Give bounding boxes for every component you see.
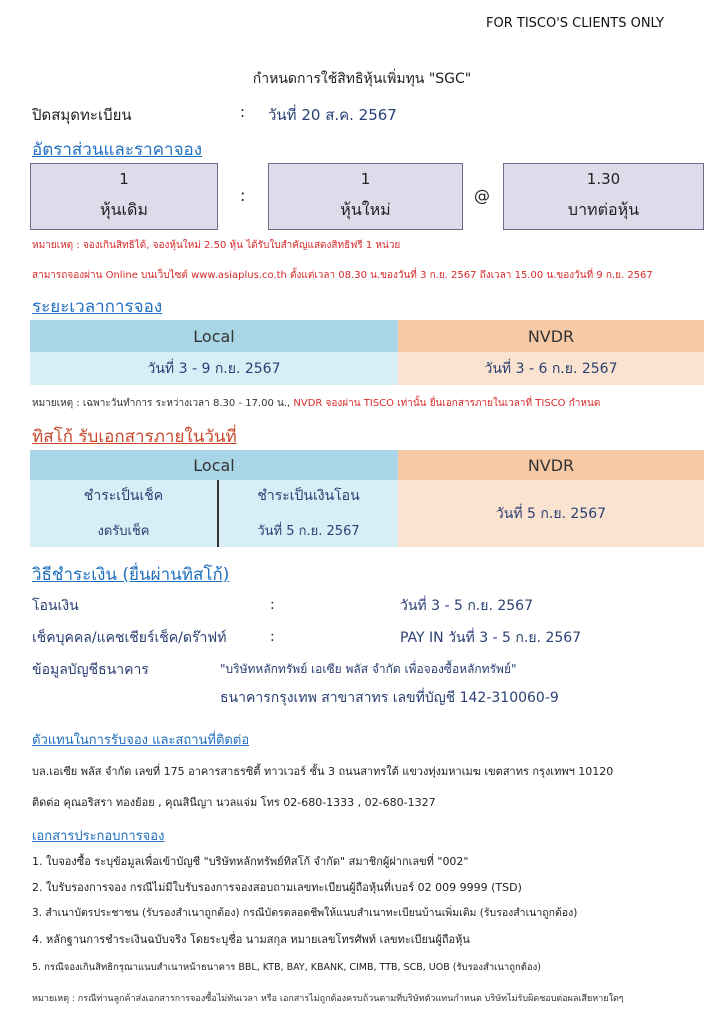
period-note-red: NVDR จองผ่าน TISCO เท่านั้น ยื่นเอกสารภายในเวลาที่ TISCO กำหนด [293,398,601,409]
ratio-separator-colon: : [240,186,246,205]
period-local-header: Local [30,320,398,352]
payment-cheque-label: เช็คบุคคล/แคชเชียร์เช็ค/ดร๊าฟท์ [32,630,227,646]
price-box [503,163,704,230]
period-note [32,396,600,411]
new-share-num: 1 [360,170,371,188]
price-label: บาทต่อหุ้น [567,200,640,219]
period-nvdr-header: NVDR [398,320,704,352]
docs-list-item: 2. ใบรับรองการจอง กรณีไม่มีใบรับรองการจองสอบถามเลขทะเบียนผู้ถือหุ้นที่เบอร์ 02 009 9999 (TSD) [32,881,522,894]
new-share-label: หุ้นใหม่ [340,200,391,219]
page-title: กำหนดการใช้สิทธิหุ้นเพิ่มทุน "SGC" [252,71,472,87]
cheque-value: งดรับเช็ค [97,523,150,539]
docs-nvdr-header: NVDR [398,450,704,480]
bank-account-number: ธนาคารกรุงเทพ สาขาสาทร เลขที่บัญชี 142-310060-9 [220,690,559,706]
docs-list-heading: เอกสารประกอบการจอง [32,829,165,844]
payment-heading: วิธีชำระเงิน (ยื่นผ่านทิสโก้) [32,565,230,585]
period-note-text: หมายเหตุ : เฉพาะวันทำการ ระหว่างเวลา 8.30 - 17.00 น., [32,398,294,409]
docs-list-item: 1. ใบจองซื้อ ระบุข้อมูลเพื่อเข้าบัญชี "บริษัทหลักทรัพย์ทิสโก้ จำกัด" สมาชิกผู้ฝากเลขที่ "002" [32,855,469,868]
payment-transfer-colon: : [270,597,275,613]
payment-transfer-value: วันที่ 3 - 5 ก.ย. 2567 [400,598,533,614]
book-close-label: ปิดสมุดทะเบียน [32,106,132,124]
docs-nvdr-value: วันที่ 5 ก.ย. 2567 [398,480,704,547]
period-heading: ระยะเวลาการจอง [32,297,163,317]
old-share-label: หุ้นเดิม [100,200,148,219]
old-share-box [30,163,218,230]
payment-cheque-colon: : [270,629,275,645]
docs-list-item: 4. หลักฐานการชำระเงินฉบับจริง โดยระบุชื่อ นามสกุล หมายเลขโทรศัพท์ เลขทะเบียนผู้ถือหุ้น [32,933,470,946]
ratio-separator-at: @ [474,186,490,205]
agent-heading: ตัวแทนในการรับจอง และสถานที่ติดต่อ [32,733,250,748]
transfer-value: วันที่ 5 ก.ย. 2567 [257,523,360,539]
price-num: 1.30 [586,170,621,188]
payment-cheque-value: PAY IN วันที่ 3 - 5 ก.ย. 2567 [400,630,582,646]
docs-local-header: Local [30,450,398,480]
old-share-num: 1 [119,170,129,188]
book-close-value: วันที่ 20 ส.ค. 2567 [268,106,397,124]
payment-transfer-label: โอนเงิน [32,598,79,614]
ratio-heading: อัตราส่วนและราคาจอง [32,140,203,160]
docs-list-item: 3. สำเนาบัตรประชาชน (รับรองสำเนาถูกต้อง) กรณีบัตรตลอดชีพให้แนบสำเนาทะเบียนบ้านเพิ่มเติม (รับรองสำเนาถูกต้อง) [32,907,578,919]
period-nvdr-value: วันที่ 3 - 6 ก.ย. 2567 [398,352,704,385]
agent-address: บล.เอเซีย พลัส จำกัด เลขที่ 175 อาคารสาธรซิตี้ ทาวเวอร์ ชั้น 3 ถนนสาทรใต้ แขวงทุ่งมหาเมฆ เขตสาทร กรุงเทพฯ 10120 [32,765,614,778]
docs-list-item: 5. กรณีจองเกินสิทธิกรุณาแนบสำเนาหน้าธนาคาร BBL, KTB, BAY, KBANK, CIMB, TTB, SCB, UOB (รับรองสำเนาถูกต้อง) [32,962,541,973]
cheque-label: ชำระเป็นเช็ค [83,488,164,504]
online-note: สามารถจองผ่าน Online บนเว็บไซต์ www.asiaplus.co.th ตั้งแต่เวลา 08.30 น.ของวันที่ 3 ก.ย. 2567 ถึงเวลา 15.00 น.ของวันที่ 9 ก.ย. 2567 [32,270,653,281]
bank-info-label: ข้อมูลบัญชีธนาคาร [32,662,149,678]
new-share-box [268,163,463,230]
agent-contact: ติดต่อ คุณอริสรา ทองย้อย , คุณสินีญา นวลแจ่ม โทร 02-680-1333 , 02-680-1327 [32,796,436,809]
book-close-colon: : [240,103,246,121]
ratio-note: หมายเหตุ : จองเกินสิทธิได้, จองหุ้นใหม่ 2.50 หุ้น ได้รับใบสำคัญแสดงสิทธิฟรี 1 หน่วย [32,240,401,251]
period-local-value: วันที่ 3 - 9 ก.ย. 2567 [30,352,398,385]
clients-only-label: FOR TISCO'S CLIENTS ONLY [486,16,665,31]
docs-heading: ทิสโก้ รับเอกสารภายในวันที่ [32,427,237,447]
bank-account-name: "บริษัทหลักทรัพย์ เอเซีย พลัส จำกัด เพื่อจองซื้อหลักทรัพย์" [220,662,517,676]
final-note: หมายเหตุ : กรณีท่านลูกค้าส่งเอกสารการจองซื้อไม่ทันเวลา หรือ เอกสารไม่ถูกต้องครบถ้วนตามที่บริษัทตัวแทนกำหนด บริษัทไม่รับผิดชอบต่อผลเสียหายใดๆ [32,994,624,1004]
transfer-label: ชำระเป็นเงินโอน [257,488,360,504]
